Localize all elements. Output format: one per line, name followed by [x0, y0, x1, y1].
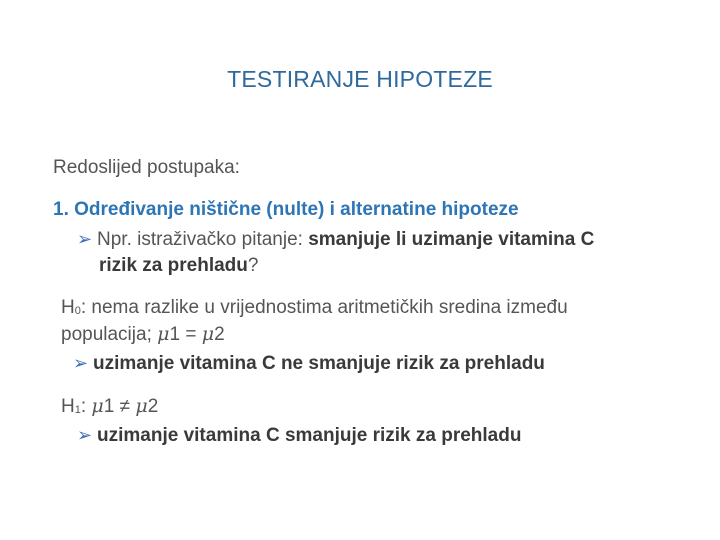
mu-symbol: μ	[201, 323, 215, 345]
h0-index-1: 1	[169, 324, 181, 345]
example-line-1	[77, 229, 594, 251]
arrow-bullet-icon: ➢	[73, 353, 89, 373]
h0-text-1: : nema razlike u vrijednostima aritmetičkih sredina između	[80, 297, 568, 318]
arrow-bullet-icon: ➢	[77, 425, 93, 445]
arrow-bullet-icon: ➢	[77, 229, 93, 249]
h1-bullet-text: uzimanje vitamina C smanjuje rizik za prehladu	[97, 425, 522, 446]
h0-line-1	[61, 297, 568, 319]
h0-equals: =	[180, 324, 202, 345]
h0-bullet-text: uzimanje vitamina C ne smanjuje rizik za prehladu	[93, 353, 545, 374]
h0-bullet	[73, 353, 545, 375]
mu-symbol: μ	[91, 395, 104, 417]
slide-title: TESTIRANJE HIPOTEZE	[227, 66, 493, 92]
h0-line-2	[61, 323, 225, 346]
h1-subscript: 1	[74, 404, 81, 416]
intro-text: Redoslijed postupaka:	[53, 157, 240, 178]
h0-label: H	[61, 297, 75, 318]
h1-index-1: 1	[103, 396, 115, 417]
h0-subscript: 0	[74, 305, 81, 317]
h1-bullet	[77, 425, 521, 447]
mu-symbol: μ	[157, 323, 170, 345]
h0-index-2: 2	[214, 324, 225, 345]
h1-line	[61, 395, 158, 418]
example-suffix: ?	[247, 255, 259, 276]
example-line-2	[99, 255, 258, 277]
h1-not-equal: ≠	[114, 396, 136, 417]
h1-index-2: 2	[147, 396, 159, 417]
h1-colon: :	[80, 396, 92, 417]
h1-label: H	[61, 396, 75, 417]
example-prefix: Npr. istraživačko pitanje:	[97, 229, 309, 250]
example-question-part2: rizik za prehladu	[99, 255, 248, 276]
example-question-part1: smanjuje li uzimanje vitamina C	[308, 229, 595, 250]
step-1-heading: 1. Određivanje ništične (nulte) i alternatine hipoteze	[53, 199, 519, 220]
h0-text-2: populacija;	[61, 324, 158, 345]
mu-symbol: μ	[135, 395, 148, 417]
